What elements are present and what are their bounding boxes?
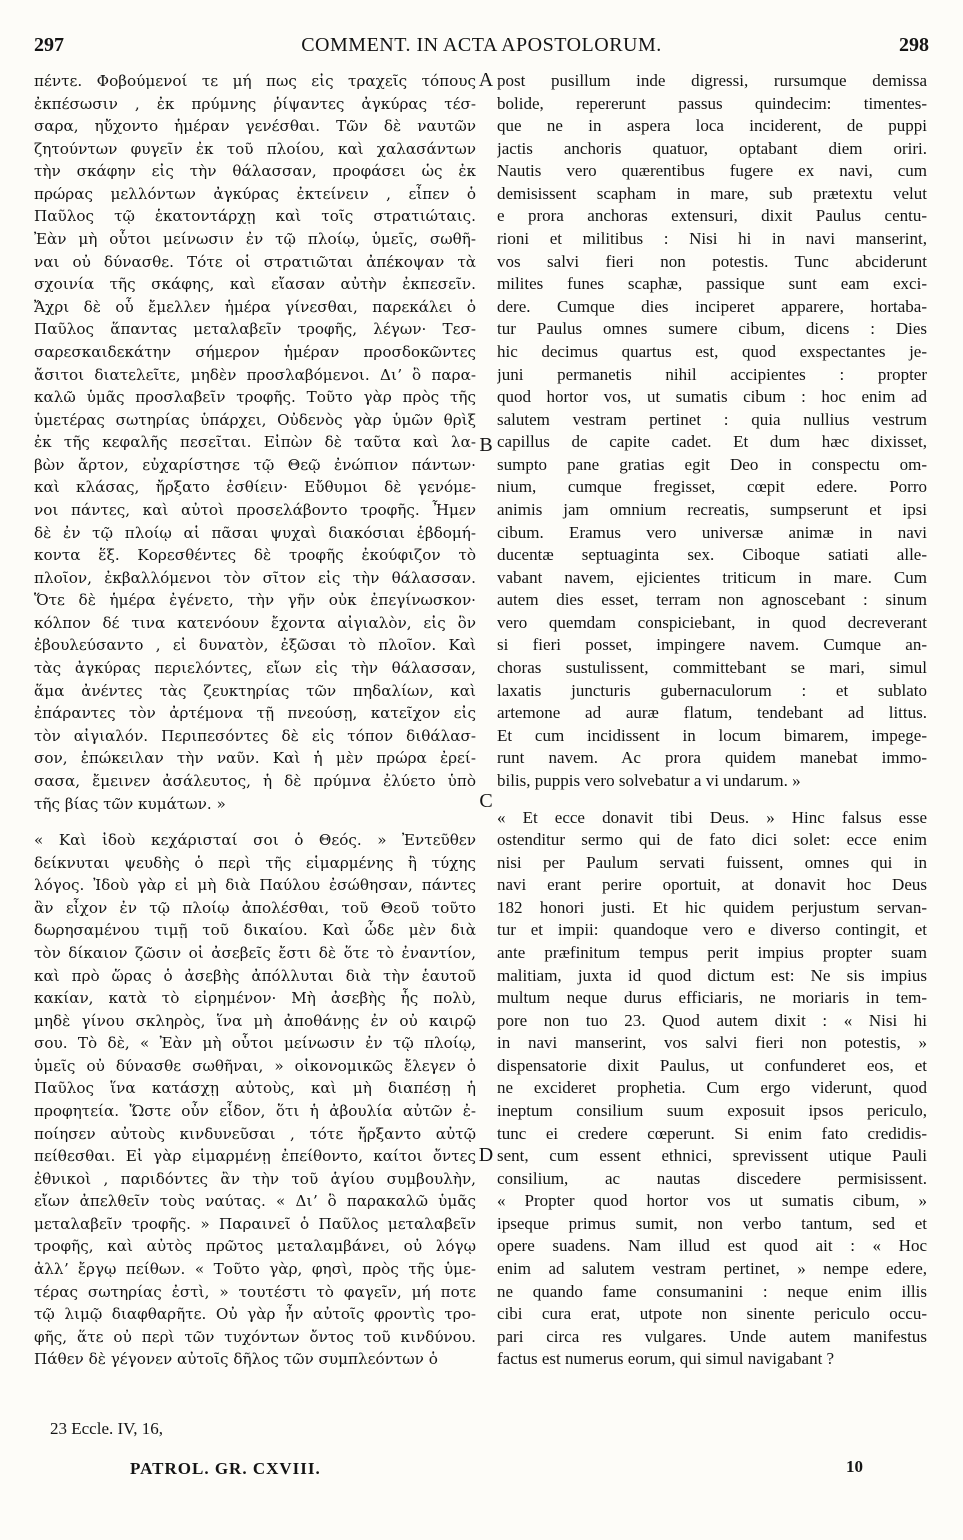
text-line: φῆς, ἅτε οὐ περὶ τῶν τυχόντων ὄντος τοῦ κινδύνου. — [34, 1327, 476, 1346]
greek-text-column — [34, 70, 476, 1371]
text-line: σον, ἐπώκειλαν τὴν ναῦν. Καὶ ἡ μὲν πρώρα ἐρεί- — [34, 749, 476, 768]
footer-series-title: PATROL. GR. CXVIII. — [130, 1459, 321, 1478]
text-line: μηδὲ γίνου σκληρὸς, ἵνα μὴ ἀποθάνῃς ἐν οὐ καιρῷ — [34, 1011, 476, 1030]
text-line: milites funes scaphæ, passique sunt eam exci- — [497, 274, 927, 294]
text-line: τέρας σωτηρίας ἐστὶ, » τουτέστι τὸ φαγεῖν, μή ποτε — [34, 1282, 476, 1301]
text-line: navi erant perire oportuit, at donavit hoc Deus — [497, 875, 927, 895]
text-line: enim ad salutem vestram pertinet, » nempe edere, — [497, 1259, 927, 1279]
text-line: καλῶ ὑμᾶς προσλαβεῖν τροφῆς. Τοῦτο γὰρ πρὸς τῆς — [34, 388, 476, 407]
text-line: pore non tuo 23. Quod autem dixit : « Nisi hi — [497, 1010, 927, 1030]
text-line: cibi cura erat, utpote non sinente periculo occu- — [497, 1304, 927, 1324]
text-line: τὸν αἰγιαλόν. Περιπεσόντες δὲ εἰς τόπον διθάλασ- — [34, 726, 476, 745]
text-line: ἐκ τῆς κεφαλῆς πεσεῖται. Εἰπὼν δὲ ταῦτα καὶ λα- — [34, 433, 476, 452]
margin-marker-d: D — [478, 1144, 494, 1166]
text-line: runt navem. Ac prora quidem manebat immo- — [497, 748, 927, 768]
text-line: animis jam omnium recreatis, sumpserunt et ipsi — [497, 499, 927, 519]
text-line: vabant navem, ejicientes triticum in mare. Cum — [497, 567, 927, 587]
margin-marker-a: A — [478, 69, 494, 91]
text-line: cibum. Eramus vero universæ animæ in navi — [497, 522, 927, 542]
text-line: e prora anchoras extensuri, dixit Paulus centu- — [497, 206, 927, 226]
text-line: Παῦλος ἵνα κατάσχῃ αὐτοὺς, καὶ μὴ διαπέσῃ ἡ — [34, 1079, 476, 1098]
text-line: dispensatorie dixit Paulus, ut confunderet eos, et — [497, 1055, 927, 1075]
text-line: opere suadens. Nam illud est quod ait : « Hoc — [497, 1236, 927, 1256]
text-line: Ἐὰν μὴ οὗτοι μείνωσιν ἐν τῷ πλοίῳ, ὑμεῖς, σωθῆ- — [34, 230, 476, 249]
text-line: σχοινία τῆς σκάφης, καὶ εἴασαν αὐτὴν ἐκπεσεῖν. — [34, 275, 476, 294]
text-line: nium, cumque fregisset, cœpit edere. Porro — [497, 477, 927, 497]
text-line: πείθεσθαι. Εἰ γὰρ εἱμαρμένῃ ἐπείθοντο, καίτοι ὄντες — [34, 1147, 476, 1166]
text-line: laxatis juncturis gubernaculorum : et sublato — [497, 680, 927, 700]
text-line: ὑμετέρας σωτηρίας ὑπάρχει, Οὐδενὸς γὰρ ὑμῶν θρὶξ — [34, 410, 476, 429]
text-line: in navi manserint, vos salvi fieri non potestis, » — [497, 1033, 927, 1053]
text-line: sumpto pane gratias egit Deo in conspectu om- — [497, 454, 927, 474]
text-line: bolide, repererunt passus quindecim: timentes- — [497, 93, 927, 113]
text-line: νοι πάντες, καὶ αὐτοὶ προσελάβοντο τροφῆς. Ἦμεν — [34, 500, 476, 519]
text-line: ante præfinitum tempus perit impius propter suam — [497, 942, 927, 962]
text-line: capillus de capite cadet. Et dum hæc dixisset, — [497, 432, 927, 452]
text-line: quod hortor vos, ut sumatis cibum : hoc enim ad — [497, 387, 927, 407]
text-line: jactis anchoris quatuor, optabant diem oriri. — [497, 138, 927, 158]
text-line: Ἄχρι δὲ οὗ ἔμελλεν ἡμέρα γίνεσθαι, παρεκάλει ὁ — [34, 297, 476, 316]
text-line: hic decimus quartus est, quod exspectantes je- — [497, 341, 927, 361]
text-line: μεταλαβεῖν τροφῆς. » Παραινεῖ ὁ Παῦλος μεταλαβεῖν — [34, 1214, 476, 1233]
text-line: bilis, puppis vero solvebatur a vi undarum. » — [497, 770, 801, 790]
text-line: tur et impii: quandoque vero e diverso contingit, et — [497, 920, 927, 940]
text-line: ἂν εἶχον ἐν τῷ πλοίῳ ἀπολέσθαι, τοῦ Θεοῦ τοῦτο — [34, 898, 476, 917]
text-line: « Et ecce donavit tibi Deus. » Hinc falsus esse — [497, 807, 927, 827]
text-line: ποίησεν αὐτοὺς κινδυνεῦσαι , τότε ἤρξαντο αὐτῷ — [34, 1124, 476, 1143]
right-page-number: 298 — [899, 34, 929, 56]
text-line: ostenditur sermo qui de fato dici solet: ecce enim — [497, 830, 927, 850]
text-line: « Propter quod hortor vos ut sumatis cibum, » — [497, 1191, 927, 1211]
text-line: τὴν σκάφην εἰς τὴν θάλασσαν, προφάσει ὡς ἐκ — [34, 162, 476, 181]
text-line: δωρησαμένου τιμῇ τοῦ δικαίου. Καὶ ὧδε μὲν διὰ — [34, 921, 476, 940]
text-line: vero quemdam conspiciebant, in quod decreverant — [497, 612, 927, 632]
text-line: ἅμα ἀνέντες τὰς ζευκτηρίας τῶν πηδαλίων, καὶ — [34, 681, 476, 700]
text-line: ζητούντων φυγεῖν ἐκ τοῦ πλοίου, καὶ χαλασάντων — [34, 139, 476, 158]
text-line: βὼν ἄρτον, εὐχαρίστησε τῷ Θεῷ ἐνώπιον πάντων· — [34, 455, 476, 474]
text-line: factus est numerus eorum, qui simul navigabant ? — [497, 1349, 835, 1369]
text-line: consilium, ac nautas discedere permisissent. — [497, 1168, 927, 1188]
text-line: dere. Cumque dies inciperet apparere, hortaba- — [497, 296, 927, 316]
text-line: ἐκπέσωσιν , ἐκ πρύμνης ῥίψαντες ἀγκύρας τέσ- — [34, 94, 476, 113]
text-line: tunc ei credere cœperunt. Si enim fato credidis- — [497, 1123, 927, 1143]
text-line: τῷ λιμῷ διαφθαρῆτε. Οὐ γὰρ ἦν αὐτοῖς φροντὶς τρο- — [34, 1305, 476, 1324]
text-line: προφητεία. Ὥστε οὖν εἶδον, ὅτι ἡ ἀβουλία αὐτῶν ἐ- — [34, 1102, 476, 1121]
text-line: ipseque primus sumit, non verbo tantum, sed et — [497, 1213, 927, 1233]
text-line: demisissent scapham in mare, sub prætextu velut — [497, 183, 927, 203]
text-line: ἄσιτοι διατελεῖτε, μηδὲν προσλαβόμενοι. Διʼ ὃ παρα- — [34, 365, 476, 384]
text-line: Πάθεν δὲ γέγονεν αὐτοῖς δῆλος τῶν συμπλεόντων ὁ — [34, 1350, 438, 1369]
text-line: σασα, ἔμεινεν ἀσάλευτος, ἡ δὲ πρύμνα ἐλύετο ὑπὸ — [34, 771, 476, 790]
text-line: vos salvi fieri non potestis. Tunc abciderunt — [497, 251, 927, 271]
text-line: ne excideret prophetia. Cum ergo viderunt, quod — [497, 1078, 927, 1098]
text-line: Παῦλος ἅπαντας μεταλαβεῖν τροφῆς, λέγων· Τεσ- — [34, 320, 476, 339]
text-line: καὶ κλάσας, ἤρξατο ἐσθίειν· Εὔθυμοι δὲ γενόμε- — [34, 478, 476, 497]
text-line: κακίαν, κατὰ τὸ εἰρημένον· Μὴ ἀσεβὴς ἧς πολὺ, — [34, 989, 476, 1008]
footer-signature-number: 10 — [846, 1457, 863, 1476]
text-line: κόλπον δέ τινα κατενόουν ἔχοντα αἰγιαλὸν, εἰς ὃν — [34, 613, 476, 632]
text-line: ναι οὐ δύνασθε. Τότε οἱ στρατιῶται ἀπέκοψαν τὰ — [34, 252, 476, 271]
text-line: ducentæ septuaginta sex. Ciboque satiati alle- — [497, 545, 927, 565]
text-line: malitiam, juxta id quod dictum est: Ne sis impius — [497, 965, 927, 985]
text-line: ἀλλʼ ἔργῳ πείθων. « Τοῦτο γὰρ, φησὶ, πρὸς τῆς ὑμε- — [34, 1260, 476, 1279]
text-line: tur Paulus omnes sumere cibum, dicens : Dies — [497, 319, 927, 339]
margin-marker-c: C — [479, 790, 493, 812]
text-line: « Καὶ ἰδοὺ κεχάρισταί σοι ὁ Θεός. » Ἐντεῦθεν — [34, 831, 476, 850]
text-line: δείκνυται ψευδὴς ὁ περὶ τῆς εἱμαρμένης ἢ τύχης — [34, 853, 476, 872]
text-line: Ὅτε δὲ ἡμέρα ἐγένετο, τὴν γῆν οὐκ ἐπεγίνωσκον· — [34, 591, 476, 610]
running-title: COMMENT. IN ACTA APOSTOLORUM. — [301, 34, 662, 56]
text-line: juni permanetis nihil accipientes : propter — [497, 364, 927, 384]
text-line: post pusillum inde digressi, rursumque demissa — [497, 71, 927, 90]
text-line: multum neque durus efficiaris, ne moriaris in tem- — [497, 988, 927, 1008]
text-line: τῆς βίας τῶν κυμάτων. » — [34, 794, 226, 813]
text-line: si fieri posset, impingere navem. Cumque an- — [497, 635, 927, 655]
text-line: σαρα, ηὔχοντο ἡμέραν γενέσθαι. Τῶν δὲ ναυτῶν — [34, 117, 476, 136]
text-line: ἐπάραντες τὸν ἀρτέμονα τῇ πνεούσῃ, κατεῖχον εἰς — [34, 704, 476, 723]
page-header — [34, 34, 929, 64]
text-line: σαρεσκαιδεκάτην σήμερον ἡμέραν προσδοκῶντες — [34, 342, 476, 361]
paragraph-gap — [497, 793, 927, 807]
text-line: τὰς ἀγκύρας περιελόντες, εἴων εἰς τὴν θάλασσαν, — [34, 659, 476, 678]
text-line: εἴων ἀπελθεῖν τοὺς ναύτας. « Διʼ ὃ παρακαλῶ ὑμᾶς — [34, 1192, 476, 1211]
text-line: Παῦλος τῷ ἑκατοντάρχῃ καὶ τοῖς στρατιώταις. — [34, 207, 476, 226]
text-line: ἐβουλεύσαντο , εἰ δυνατὸν, ἐξῶσαι τὸ πλοῖον. Καὶ — [34, 636, 476, 655]
text-line: Et cum incidissent in locum bimarem, impege- — [497, 725, 927, 745]
text-line: salutem vestram pertinet : quia nullius vestrum — [497, 409, 927, 429]
text-line: ne quando fame consumanini : neque enim illis — [497, 1281, 927, 1301]
text-line: autem dies esset, terram non agnoscebant : sinum — [497, 590, 927, 610]
text-line: τροφῆς, καὶ αὐτὸς πρῶτος μεταλαμβάνει, οὐ λόγῳ — [34, 1237, 476, 1256]
footnote: 23 Eccle. IV, 16, — [50, 1419, 163, 1438]
text-line: ineptum consilium suum exposuit ipsos periculo, — [497, 1101, 927, 1121]
text-line: choras sustulissent, committebant se mari, simul — [497, 658, 927, 678]
text-line: ἐθνικοὶ , παριδόντες ἂν τὴν τοῦ ἁγίου συμβουλὴν, — [34, 1169, 476, 1188]
text-line: pari circa res vulgares. Unde autem manifestus — [497, 1326, 927, 1346]
text-line: 182 honori justi. Et hic quidem perjustum servan- — [497, 897, 927, 917]
text-line: πρώρας μελλόντων ἀγκύρας ἐκτείνειν , εἶπεν ὁ — [34, 184, 476, 203]
text-line: πέντε. Φοβούμενοί τε μή πως εἰς τραχεῖς τόπους — [34, 72, 476, 90]
text-line: δὲ ἐν τῷ πλοίῳ αἱ πᾶσαι ψυχαὶ διακόσιαι ἑβδομή- — [34, 523, 476, 542]
text-line: καὶ πρὸ ὥρας ὁ ἀσεβὴς ἀπόλλυται διὰ τὴν ἑαυτοῦ — [34, 966, 476, 985]
left-page-number: 297 — [34, 34, 64, 56]
text-line: λόγος. Ἰδοὺ γὰρ εἰ μὴ διὰ Παύλου ἐσώθησαν, πάντες — [34, 876, 476, 895]
text-line: πλοῖον, ἐκβαλλόμενοι τὸν σῖτον εἰς τὴν θάλασσαν. — [34, 568, 476, 587]
text-line: que ne in aspera loca inciderent, de puppi — [497, 116, 927, 136]
text-line: artemone ad auræ flatum, tendebant ad littus. — [497, 703, 927, 723]
text-line: sent, cum essent ethnici, sprevissent utique Pauli — [497, 1146, 927, 1166]
text-line: σου. Τὸ δὲ, « Ἐὰν μὴ οὗτοι μείνωσιν ἐν τῷ πλοίῳ, — [34, 1034, 476, 1053]
text-line: nisi per Paulum servati fuissent, omnes qui in — [497, 852, 927, 872]
paragraph-gap — [34, 815, 476, 829]
margin-marker-b: B — [479, 434, 493, 456]
text-line: rioni et militibus : Nisi hi in navi manserint, — [497, 229, 927, 249]
text-line: ὑμεῖς οὐ δύνασθε σωθῆναι, » οἰκονομικῶς ἔλεγεν ὁ — [34, 1056, 476, 1075]
text-line: τὸν δίκαιον ζῶσιν οἱ ἀσεβεῖς ἔστι δὲ ὅτε τὸ ἐναντίον, — [34, 943, 476, 962]
text-line: Nautis vero quærentibus fugere ex navi, cum — [497, 161, 927, 181]
latin-text-column — [497, 70, 927, 1371]
text-line: κοντα ἕξ. Κορεσθέντες δὲ τροφῆς ἐκούφιζον τὸ — [34, 546, 476, 565]
